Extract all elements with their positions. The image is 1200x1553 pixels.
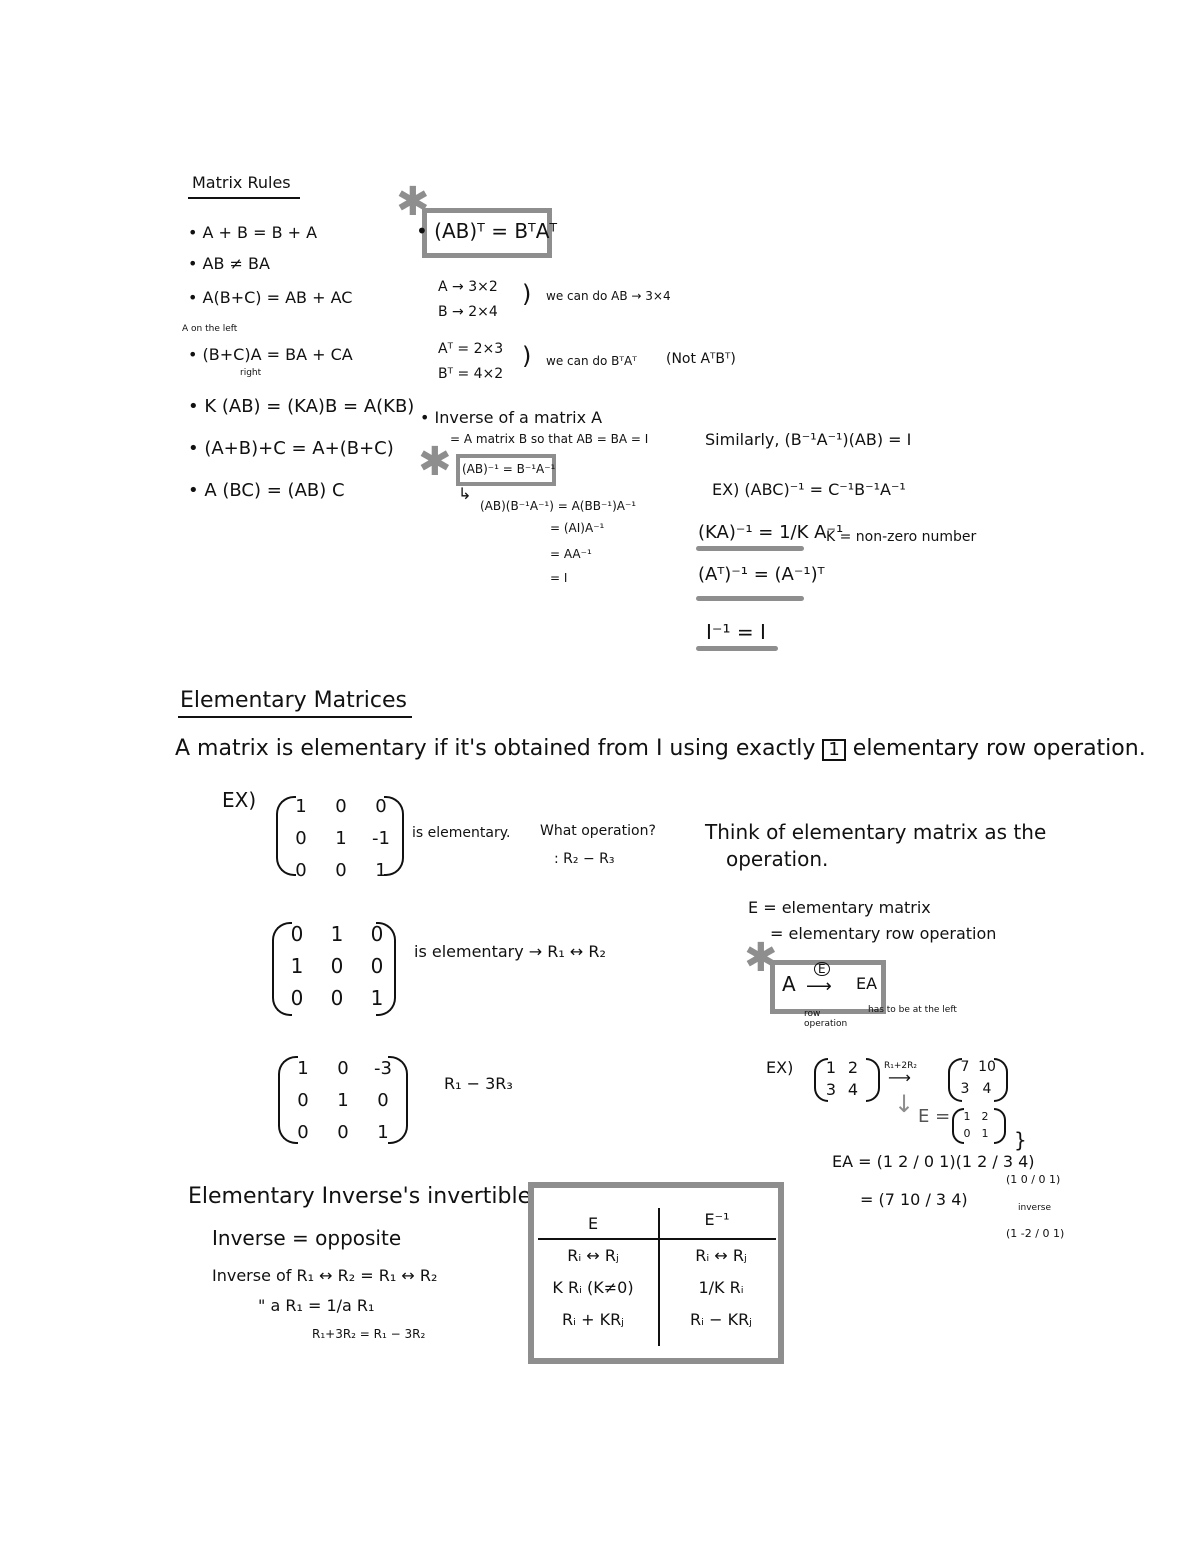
matrix1-operation: : R₂ − R₃: [554, 851, 615, 867]
inverse-table: [528, 1182, 784, 1364]
think-note: Think of elementary matrix as the: [705, 820, 1047, 844]
matrix1-cell: -1: [372, 827, 390, 849]
elementary-definition: [175, 738, 1146, 761]
proof-line-4: = I: [550, 571, 568, 585]
rule-identity-inverse: I⁻¹ = I: [706, 620, 766, 644]
elementary-title-underline: [178, 716, 412, 718]
table-header: E⁻¹: [704, 1210, 730, 1229]
matrix2-cell: 0: [290, 986, 304, 1010]
ex2-cell: 1: [825, 1057, 837, 1077]
matrix3-cell: 0: [337, 1057, 349, 1079]
ex2-e-cell: 1: [981, 1127, 989, 1140]
ex2-matrix: [822, 1056, 862, 1100]
inverse-line-2: Inverse of R₁ ↔ R₂ = R₁ ↔ R₂: [212, 1266, 438, 1285]
matrix2-cell: 1: [290, 954, 304, 978]
matrix-rules-title: Matrix Rules: [192, 173, 291, 192]
proof-line-2: = (AI)A⁻¹: [550, 521, 605, 535]
matrix2-cell: 0: [370, 922, 384, 946]
ex2-operation: R₁+2R₂: [884, 1061, 917, 1071]
inverse-product-rule: (AB)⁻¹ = B⁻¹A⁻¹: [462, 462, 556, 476]
ex2-e-cell: 0: [963, 1127, 971, 1140]
table-header: E: [587, 1214, 599, 1233]
matrix3-cell: 1: [337, 1089, 349, 1111]
matrix1-cell: 1: [335, 827, 347, 849]
star-icon-2: ✱: [418, 439, 452, 485]
dim-b: B → 2×4: [438, 304, 498, 320]
highlight-underline-2: [696, 596, 804, 601]
definition-part-a: A matrix is elementary if it's obtained from I using exactly: [175, 736, 816, 761]
brace-icon-2: ): [522, 342, 532, 370]
highlight-underline-3: [696, 646, 778, 651]
matrix2-cell: 0: [370, 954, 384, 978]
ex2-result-matrix: [956, 1056, 996, 1100]
matrix2-cell: 0: [290, 922, 304, 946]
rule-transpose-inverse: (Aᵀ)⁻¹ = (A⁻¹)ᵀ: [698, 564, 825, 585]
bracket-icon: }: [1014, 1128, 1027, 1152]
note-left: A on the left: [182, 324, 238, 334]
matrix3-right-paren: [388, 1056, 408, 1144]
matrix2: [288, 918, 386, 1014]
brace-icon: ): [522, 280, 532, 308]
matrix1-cell: 0: [335, 795, 347, 817]
inverse-line-4: R₁+3R₂ = R₁ − 3R₂: [312, 1327, 426, 1341]
matrix2-cell: 1: [370, 986, 384, 1010]
matrix2-note: is elementary → R₁ ↔ R₂: [414, 942, 606, 961]
elementary-title: Elementary Matrices: [180, 688, 407, 713]
rule-transpose: • (AB)ᵀ = BᵀAᵀ: [416, 219, 558, 243]
matrix1-cell: 0: [295, 827, 307, 849]
ex-label: EX): [222, 788, 257, 812]
ex2-result-right-paren: [994, 1058, 1008, 1102]
inverse-title: • Inverse of a matrix A: [420, 408, 603, 427]
matrix3-cell: 0: [377, 1089, 389, 1111]
matrix3-operation: R₁ − 3R₃: [444, 1074, 513, 1093]
ex2-result-cell: 4: [982, 1081, 992, 1097]
matrix2-right-paren: [376, 922, 396, 1016]
ex2-e-label: E =: [918, 1106, 951, 1127]
diagram-row-label: row operation: [804, 1009, 848, 1029]
ex2-cell: 4: [847, 1079, 859, 1099]
definition-number: 1: [822, 739, 845, 761]
matrix2-cell: 0: [330, 954, 344, 978]
ex2-e-cell: 1: [963, 1110, 971, 1123]
matrix2-cell: 0: [330, 986, 344, 1010]
arrow-down-icon: ↳: [458, 484, 472, 503]
table-cell: K Rᵢ (K≠0): [552, 1278, 634, 1297]
title-underline: [188, 197, 300, 199]
k-note: K = non-zero number: [826, 529, 977, 545]
proof-line-3: = AA⁻¹: [550, 547, 592, 561]
rule-distributive-right: • (B+C)A = BA + CA: [188, 345, 353, 364]
matrix3-cell: 1: [297, 1057, 309, 1079]
side-matrix-1: (1 0 / 0 1): [1006, 1173, 1061, 1186]
star-icon: ✱: [396, 179, 430, 225]
arrow-right-icon-2: ⟶: [888, 1068, 911, 1087]
dim-bt: Bᵀ = 4×2: [438, 366, 504, 382]
diagram-a: A: [782, 972, 796, 996]
matrix1-note: is elementary.: [412, 825, 511, 841]
ex2-cell: 2: [847, 1057, 859, 1077]
ex2-result-cell: 7: [960, 1059, 970, 1075]
table-cell: Rᵢ ↔ Rⱼ: [695, 1246, 747, 1265]
matrix1-question: What operation?: [540, 823, 656, 839]
e-definition-2: = elementary row operation: [770, 924, 997, 943]
inverse-line-3: " a R₁ = 1/a R₁: [258, 1296, 375, 1315]
inverse-example: EX) (ABC)⁻¹ = C⁻¹B⁻¹A⁻¹: [712, 480, 906, 499]
star-icon-3: ✱: [744, 935, 778, 981]
matrix3-cell: 1: [377, 1121, 389, 1143]
table-divider-horizontal: [538, 1238, 776, 1240]
dim-a: A → 3×2: [438, 279, 498, 295]
matrix1-cell: 0: [335, 859, 347, 881]
table-cell: Rᵢ ↔ Rⱼ: [567, 1246, 619, 1265]
note-right: right: [240, 368, 262, 378]
table-cell: 1/K Rᵢ: [698, 1278, 744, 1297]
ex2-eq: = (7 10 / 3 4): [860, 1190, 968, 1209]
arrow-right-icon: ⟶: [806, 976, 832, 997]
inverse-section-title: Elementary Inverse's invertible: [188, 1184, 532, 1209]
e-definition-1: E = elementary matrix: [748, 898, 931, 917]
ex2-e-matrix: [958, 1108, 994, 1142]
rule-noncommutative-mult: • AB ≠ BA: [188, 254, 270, 273]
ex2-result-cell: 3: [960, 1081, 970, 1097]
ex2-e-right-paren: [994, 1108, 1006, 1144]
highlight-underline-1: [696, 546, 804, 551]
matrix3: [294, 1052, 392, 1148]
table-cell: Rᵢ − KRⱼ: [690, 1310, 752, 1329]
diagram-note: has to be at the left: [868, 1005, 957, 1015]
matrix1-right-paren: [384, 796, 404, 876]
matrix3-cell: 0: [297, 1089, 309, 1111]
arrow-down-icon-2: ↓: [894, 1090, 915, 1118]
rule-associative-mult: • A (BC) = (AB) C: [188, 480, 345, 501]
ex2-e-cell: 2: [981, 1110, 989, 1123]
matrix3-cell: 0: [337, 1121, 349, 1143]
matrix1-cell: 1: [375, 859, 387, 881]
rule-distributive-left: • A(B+C) = AB + AC: [188, 288, 353, 307]
matrix2-cell: 1: [330, 922, 344, 946]
dim-btat-note: we can do BᵀAᵀ: [546, 354, 637, 368]
definition-part-b: elementary row operation.: [852, 736, 1146, 761]
ex2-label: EX): [766, 1058, 794, 1077]
rule-scalar: • K (AB) = (KA)B = A(KB): [188, 396, 415, 417]
proof-line-1: (AB)(B⁻¹A⁻¹) = A(BB⁻¹)A⁻¹: [480, 499, 637, 513]
dim-not-note: (Not AᵀBᵀ): [666, 351, 736, 367]
think-note-2: operation.: [726, 847, 829, 871]
matrix3-cell: -3: [374, 1057, 392, 1079]
table-cell: Rᵢ + KRⱼ: [562, 1310, 624, 1329]
ex2-result-cell: 10: [978, 1059, 996, 1075]
similarly-note: Similarly, (B⁻¹A⁻¹)(AB) = I: [705, 430, 912, 449]
diagram-e: E: [814, 962, 830, 976]
matrix1-cell: 0: [295, 859, 307, 881]
dim-ab-note: we can do AB → 3×4: [546, 289, 671, 303]
diagram-ea: EA: [856, 974, 878, 993]
matrix1: [292, 790, 390, 886]
ex2-cell: 3: [825, 1079, 837, 1099]
rule-commutative-add: • A + B = B + A: [188, 223, 318, 242]
side-matrix-2: (1 -2 / 0 1): [1006, 1227, 1065, 1240]
dim-at: Aᵀ = 2×3: [438, 341, 504, 357]
rule-scalar-inverse: (KA)⁻¹ = 1/K A⁻¹: [698, 522, 844, 543]
matrix3-cell: 0: [297, 1121, 309, 1143]
rule-associative-add: • (A+B)+C = A+(B+C): [188, 438, 394, 459]
matrix1-cell: 0: [375, 795, 387, 817]
ex2-ea: EA = (1 2 / 0 1)(1 2 / 3 4): [832, 1152, 1035, 1171]
side-inverse-label: inverse: [1018, 1203, 1051, 1213]
matrix1-cell: 1: [295, 795, 307, 817]
inverse-line-1: Inverse = opposite: [212, 1226, 402, 1250]
inverse-definition: = A matrix B so that AB = BA = I: [450, 432, 649, 446]
ex2-right-paren: [866, 1058, 880, 1102]
